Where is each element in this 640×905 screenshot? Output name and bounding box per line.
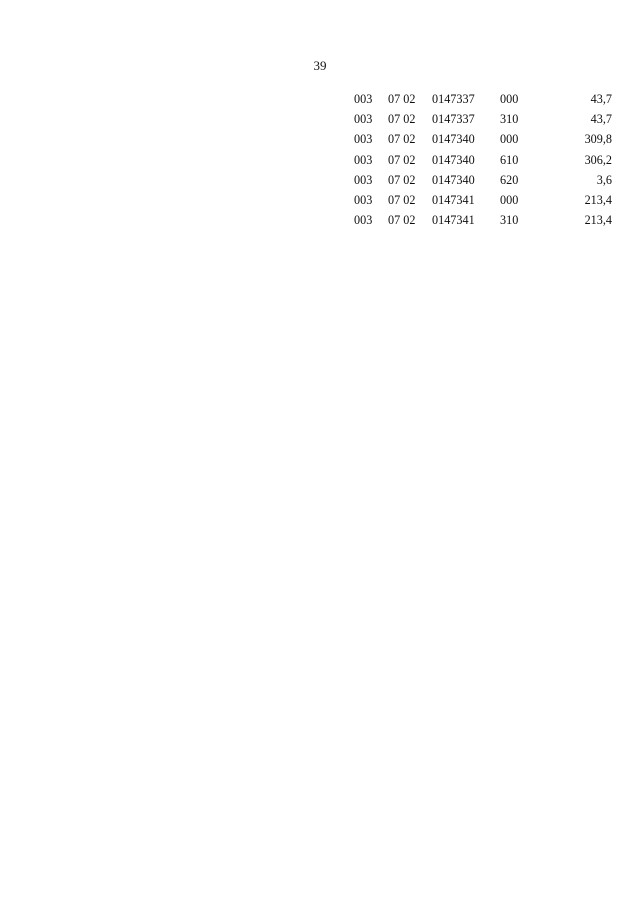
row-section-code: 07 02 [388,92,416,106]
row-target-article: 0147340 [432,152,475,167]
table-row [92,132,612,146]
row-target-article: 0147340 [432,172,475,187]
row-admin-code: 003 [354,172,373,187]
row-amount: 309,8 [584,132,612,147]
table-row [92,112,612,126]
row-description [92,112,342,126]
table-row [92,92,612,106]
row-expense-type: 000 [500,193,519,208]
row-expense-type: 310 [500,213,519,228]
row-description [92,92,342,106]
row-admin-code: 003 [354,193,373,208]
row-description [92,132,342,146]
row-description [92,173,342,187]
row-amount: 213,4 [584,193,612,208]
page-number: 39 [313,58,327,73]
row-amount: 306,2 [584,152,612,167]
row-expense-type: 000 [500,132,519,147]
row-description [92,153,342,167]
row-amount: 3,6 [596,172,612,187]
row-section-code: 07 02 [388,172,416,187]
table-row [92,173,612,187]
row-expense-type: 000 [500,92,519,106]
row-section-code: 07 02 [388,132,416,147]
row-section-code: 07 02 [388,112,416,127]
row-expense-type: 310 [500,112,519,127]
row-expense-type: 610 [500,152,519,167]
table-row [92,153,612,167]
row-target-article: 0147341 [432,213,475,228]
row-admin-code: 003 [354,213,373,228]
row-admin-code: 003 [354,132,373,147]
row-description [92,213,342,227]
row-target-article: 0147341 [432,193,475,208]
row-amount: 43,7 [590,112,612,127]
row-section-code: 07 02 [388,213,416,228]
row-expense-type: 620 [500,172,519,187]
budget-table [92,92,612,233]
row-target-article: 0147340 [432,132,475,147]
table-row [92,213,612,227]
row-section-code: 07 02 [388,193,416,208]
row-admin-code: 003 [354,92,373,106]
row-target-article: 0147337 [432,92,475,106]
row-section-code: 07 02 [388,152,416,167]
row-admin-code: 003 [354,152,373,167]
table-row [92,193,612,207]
row-amount: 213,4 [584,213,612,228]
row-description [92,193,342,207]
row-admin-code: 003 [354,112,373,127]
row-target-article: 0147337 [432,112,475,127]
row-amount: 43,7 [590,92,612,106]
